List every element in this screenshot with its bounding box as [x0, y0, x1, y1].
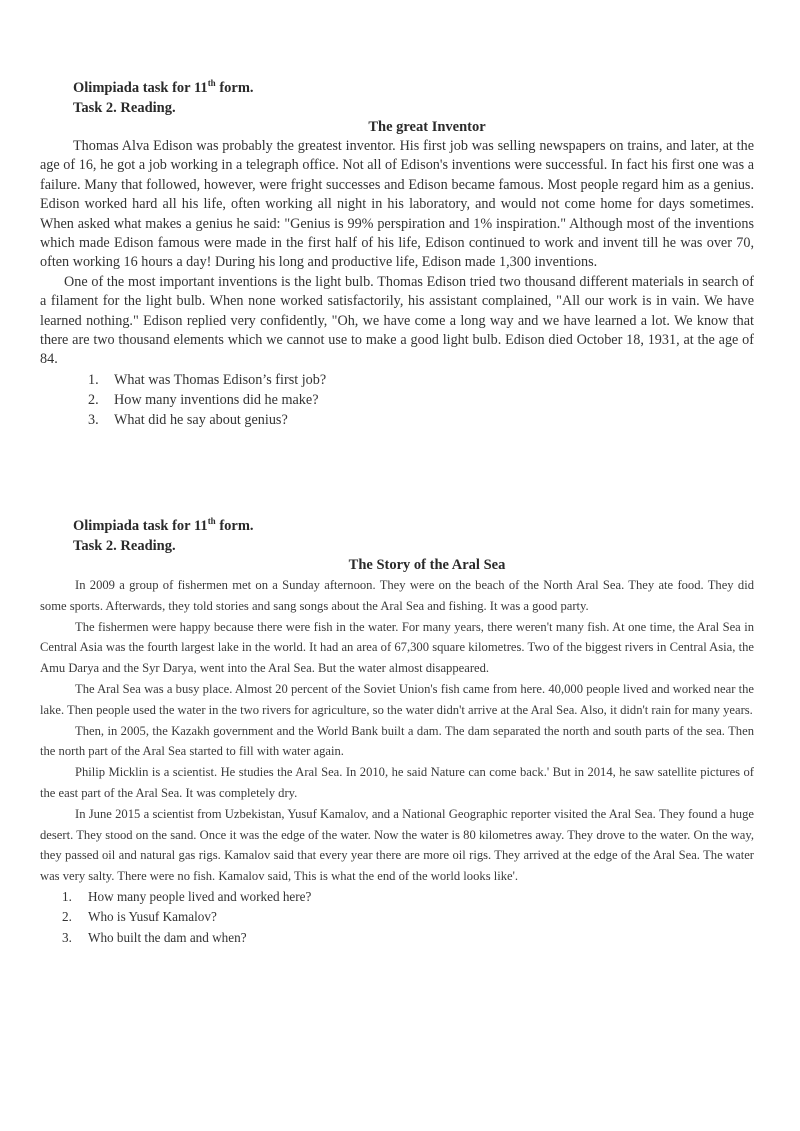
- task-aral-sea: [40, 516, 754, 948]
- task-header: Olimpiada task for 11th form.: [73, 516, 254, 534]
- paragraph: Thomas Alva Edison was probably the greatest inventor. His first job was selling newspapers on trains, and later, at the age of 16, he got a job working in a telegraph office. Not all of Edison's inventions were successful. In fact his first one was a failure. Many that followed, however, were fright successes and Edison became famous. Most people regard him as a genius. Edison worked hard all his life, often working all night in his laboratory, and would not come home for days sometimes. When asked what makes a genius he said: "Genius is 99% perspiration and 1% inspiration." Although most of the inventions which made Edison famous were made in the first half of his life, Edison continued to work and invent till he was over 70, often working 16 hours a day! During his long and productive life, Edison made 1,300 inventions.: [40, 138, 754, 271]
- paragraph: In 2009 a group of fishermen met on a Sunday afternoon. They were on the beach of the North Aral Sea. They ate food. They did some sports. Afterwards, they told stories and sang songs about the Aral Sea and fishing. It was a good party.: [40, 578, 754, 613]
- paragraph: One of the most important inventions is the light bulb. Thomas Edison tried two thousand different materials in search of a filament for the light bulb. When none worked satisfactorily, his assistant complained, "All our work is in vain. We have learned nothing." Edison replied very confidently, "Oh, we have come a long way and we have learned a lot. We know that there are two thousand elements which we cannot use to make a good light bulb. Edison died October 18, 1931, at the age of 84.: [40, 273, 754, 368]
- question-item: 3. Who built the dam and when?: [62, 929, 247, 945]
- question-item: 1. How many people lived and worked here?: [62, 888, 312, 904]
- question-item: 3. What did he say about genius?: [88, 411, 288, 428]
- paragraph: The Aral Sea was a busy place. Almost 20 percent of the Soviet Union's fish came from here. 40,000 people lived and worked near the lake. Then people used the water in the two rivers for agriculture, so the water didn't arrive at the Aral Sea. Also, it didn't rain for many years.: [40, 681, 754, 717]
- task-header: Olimpiada task for 11th form.: [73, 78, 254, 96]
- text-title: The Story of the Aral Sea: [348, 557, 506, 573]
- task-edison: [40, 78, 754, 430]
- task-subheader: Task 2. Reading.: [73, 100, 176, 116]
- question-item: 1. What was Thomas Edison’s first job?: [88, 371, 327, 388]
- question-item: 2. How many inventions did he make?: [88, 391, 319, 408]
- paragraph: Philip Micklin is a scientist. He studies the Aral Sea. In 2010, he said Nature can come back.' But in 2014, he saw satellite pictures of the east part of the Aral Sea. It was completely dry.: [40, 765, 754, 800]
- text-title: The great Inventor: [368, 119, 486, 135]
- question-list: [40, 887, 754, 949]
- paragraph: Then, in 2005, the Kazakh government and the World Bank built a dam. The dam separated the north and south parts of the sea. Then the north part of the Aral Sea started to fill with water again.: [40, 723, 754, 759]
- task-subheader: Task 2. Reading.: [73, 538, 176, 554]
- paragraph: In June 2015 a scientist from Uzbekistan, Yusuf Kamalov, and a National Geographic reporter visited the Aral Sea. They found a huge desert. They stood on the sand. Once it was the edge of the water. Now the water is 80 kilometres away. They drove to the water. On the way, they passed oil and natural gas rigs. Kamalov said that every year there are more oil rigs. They arrived at the edge of the Aral Sea. The water was very salty. There were no fish. Kamalov said, This is what the end of the world looks like'.: [40, 806, 754, 884]
- reading-text: [40, 575, 754, 887]
- question-list: [40, 370, 754, 430]
- paragraph: The fishermen were happy because there were fish in the water. For many years, there weren't many fish. At one time, the Aral Sea in Central Asia was the fourth largest lake in the world. It had an area of 67,300 square kilometres. Two of the biggest rivers in Central Asia, the Amu Darya and the Syr Darya, went into the Aral Sea. But the water almost disappeared.: [40, 619, 754, 676]
- question-item: 2. Who is Yusuf Kamalov?: [62, 909, 217, 925]
- reading-text: [40, 137, 754, 370]
